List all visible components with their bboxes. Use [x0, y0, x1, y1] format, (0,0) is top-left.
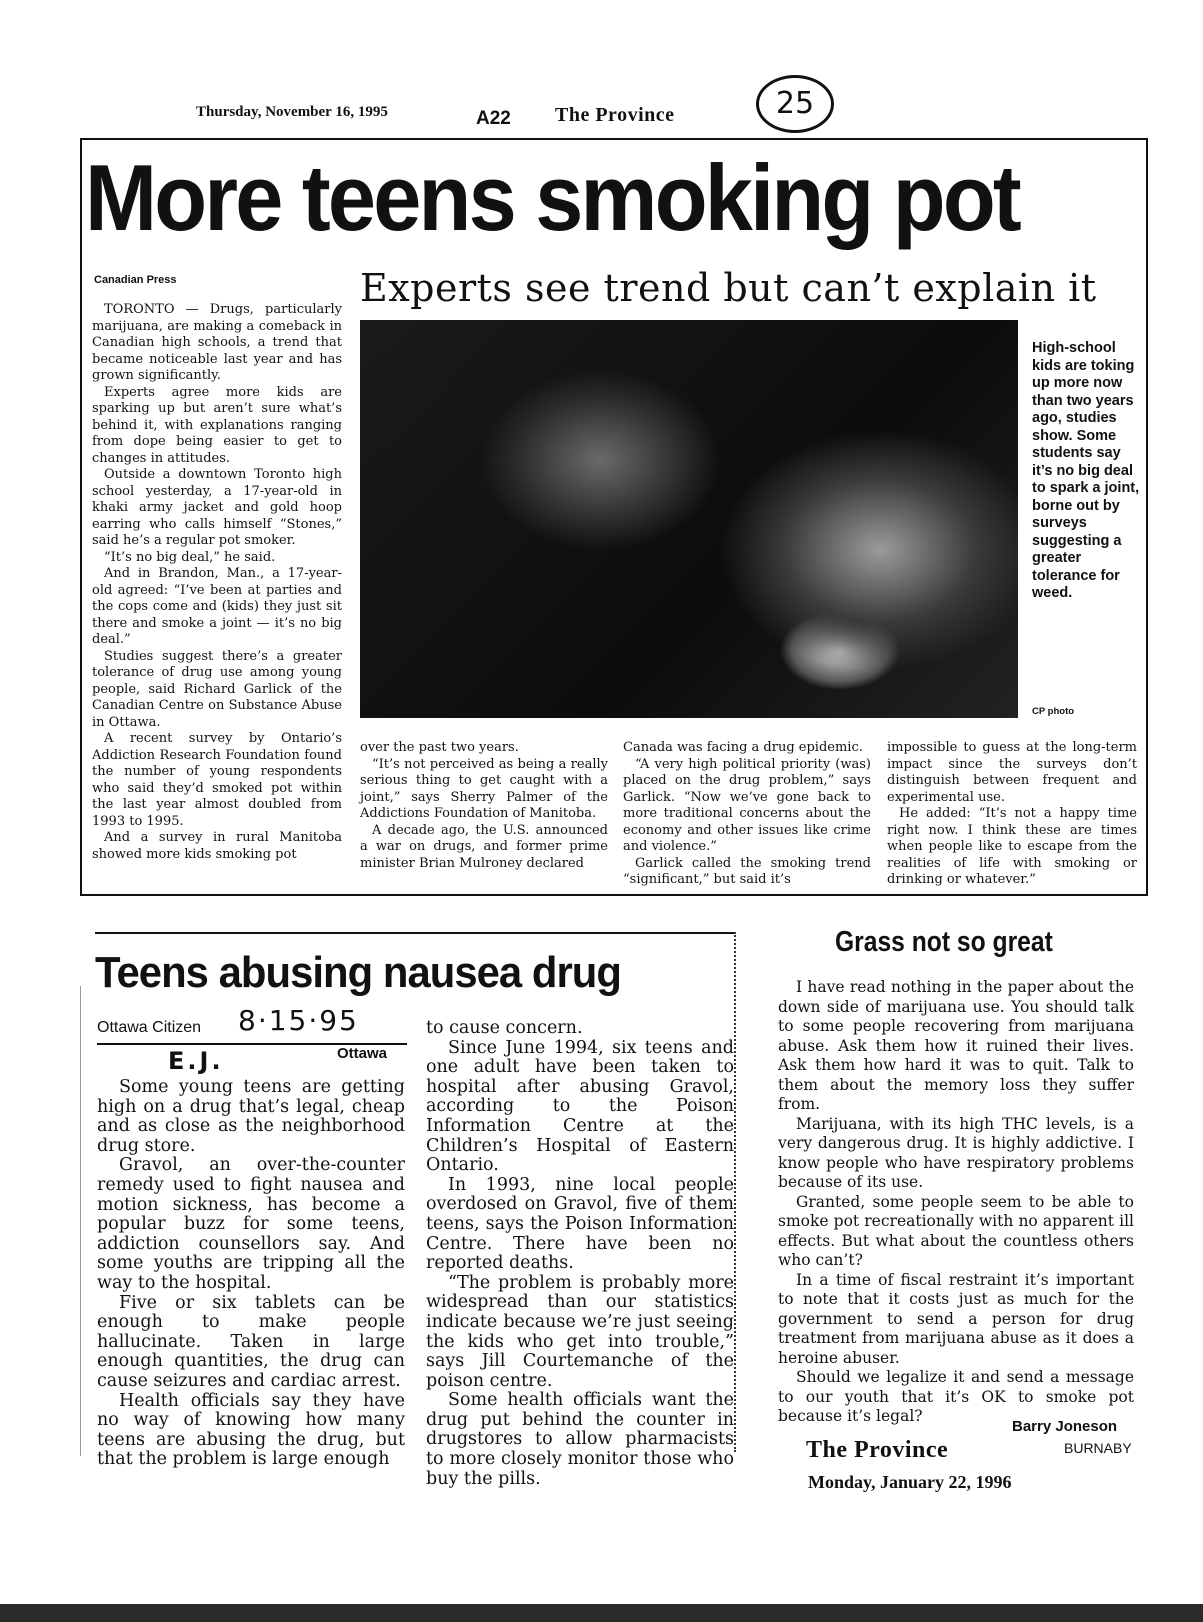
article1-column-4: impossible to guess at the long-term impact since the surveys don’t distinguish between frequent and experimental use. He added: “It’s not a happy time right now. I think these are times when people like to escape from the realities of life with smoking or drinking or whatever.” — [887, 740, 1137, 887]
article1-headline: More teens smoking pot — [85, 145, 1019, 250]
article2-left-border — [80, 986, 81, 1456]
article1-column-2: over the past two years. “It’s not perceived as being a really serious thing to get caught with a joint,” says Sherry Palmer of the Addictions Foundation of Manitoba. A decade ago, the U.S. announced a war on drugs, and former prime minister Brian Mulroney declared — [360, 740, 608, 871]
handwritten-initials: E.J. — [168, 1047, 224, 1075]
masthead-date: Thursday, November 16, 1995 — [196, 104, 388, 120]
letter-city: BURNABY — [1064, 1440, 1132, 1456]
masthead-paper: The Province — [555, 104, 675, 126]
article2-headline: Teens abusing nausea drug — [95, 948, 621, 997]
article1-deck: Experts see trend but can’t explain it — [360, 266, 1097, 310]
handwritten-page-number: 25 — [756, 75, 834, 133]
letter-body: I have read nothing in the paper about the down side of marijuana use. You should talk to some people recovering from marijuana abuse. Ask them how it ruined their lives. Ask them how hard it was to quit. Talk to them about the memory loss they suffer from. Marijuana, with its high THC levels, is a very dangerous drug. It is highly addictive. I know people who have respiratory problems because of its use. Granted, some people seem to be able to smoke pot recreationally with no apparent ill effects. But what about the countless others who can’t? In a time of fiscal restraint it’s important to note that it costs just as much for the government to send a person for drug treatment from marijuana abuse as it does a heroine abuser. Should we legalize it and send a message to our youth that it’s OK to smoke pot because it’s legal? — [778, 978, 1134, 1425]
letter-signature: Barry Joneson — [1012, 1418, 1118, 1435]
letter-paper: The Province — [806, 1437, 949, 1463]
photo-caption: High-school kids are toking up more now than two years ago, studies show. Some students say it’s no big deal to spark a joint, borne out by surveys suggesting a greater tolerance for weed. — [1032, 340, 1140, 601]
article1-source: Canadian Press — [94, 274, 177, 286]
article1-column-1: TORONTO — Drugs, particularly marijuana, are making a comeback in Canadian high schools, a trend that became noticeable last year and has grown significantly. Experts agree more kids are sparking up but aren’t sure what’s behind it, with explanations ranging from dope being easier to get to changes in attitudes. Outside a downtown Toronto high school yesterday, a 17-year-old in khaki army jacket and gold hoop earring who calls himself “Stones,” said he’s a regular pot smoker. “It’s no big deal,” he said. And in Brandon, Man., a 17-year-old agreed: “I’ve been at parties and the cops come and (kids) they just sit there and smoke a joint — it’s no big deal.” Studies suggest there’s a greater tolerance of drug use among young people, said Richard Garlick of the Canadian Centre on Substance Abuse in Ottawa. A recent survey by Ontario’s Addiction Research Foundation found the number of young respondents who said they’d smoked pot within the last year almost doubled from 1993 to 1995. And a survey in rural Manitoba showed more kids smoking pot — [92, 302, 342, 862]
article1-photo — [360, 320, 1018, 718]
photo-credit: CP photo — [1032, 706, 1075, 717]
scan-edge — [0, 1604, 1203, 1622]
article2-top-rule — [95, 932, 735, 934]
article2-source: Ottawa Citizen — [97, 1019, 202, 1036]
article2-column-2: to cause concern. Since June 1994, six teens and one adult have been taken to hospital after abusing Gravol, according to the Poison Information Centre at the Children’s Hospital of Eastern Ontario. In 1993, nine local people overdosed on Gravol, five of them teens, says the Poison Information Centre. There have been no reported deaths. “The problem is probably more widespread than our statistics indicate because we’re just seeing the kids who get into trouble,” says Jill Courtemanche of the poison centre. Some health officials want the drug put behind the counter in drugstores to allow pharmacists to more closely monitor those who buy the pills. — [426, 1018, 734, 1489]
letter-headline: Grass not so great — [835, 926, 1053, 958]
article2-right-border — [734, 932, 736, 1452]
article2-column-1: Some young teens are getting high on a drug that’s legal, cheap and as close as the neighborhood drug store. Gravol, an over-the-counter remedy used to fight nausea and motion sickness, has become a popular buzz for some teens, addiction counsellors say. And some youths are tripping all the way to the hospital. Five or six tablets can be enough to make people hallucinate. Taken in large enough quantities, the drug can cause seizures and cardiac arrest. Health officials say they have no way of knowing how many teens are abusing the drug, but that the problem is large enough — [97, 1077, 405, 1470]
article2-dateline: Ottawa — [337, 1045, 388, 1062]
article1-column-3: Canada was facing a drug epidemic. “A very high political priority (was) placed on the drug problem,” says Garlick. “Now we’ve gone back to more traditional concerns about the economy and other issues like crime and violence.” Garlick called the smoking trend “significant,” but said it’s — [623, 740, 871, 887]
handwritten-date: 8·15·95 — [238, 1004, 359, 1037]
letter-date: Monday, January 22, 1996 — [808, 1472, 1012, 1492]
page-number: A22 — [476, 108, 511, 129]
